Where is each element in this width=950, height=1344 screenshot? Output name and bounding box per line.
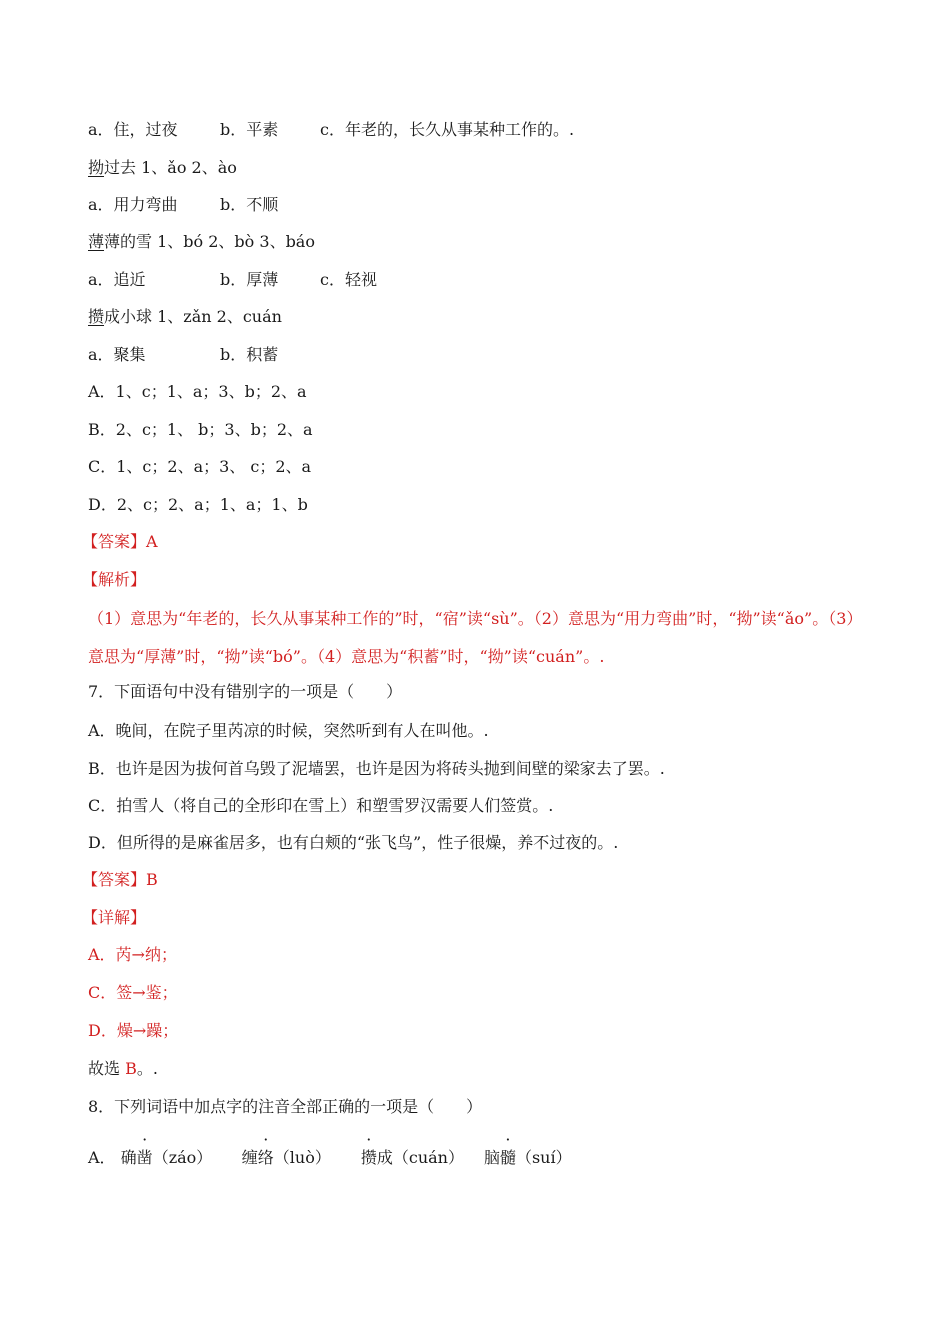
word-char: 缠 [241, 1148, 258, 1167]
q8-word-3 [361, 1146, 479, 1170]
q6-choice-d: D．2、c；2、a；1、a；1、b [88, 495, 308, 514]
q6-word-3 [88, 230, 315, 254]
q6-options-row-4 [88, 343, 278, 367]
answer-label: 【答案】 [82, 532, 147, 551]
underlined-char: 攒 [88, 307, 105, 326]
q7-choice-d: D．但所得的是麻雀居多，也有白颊的“张飞鸟”，性子很燥，养不过夜的。. [88, 833, 619, 852]
option-b: b．平素 [220, 120, 279, 139]
word-char: 成 [376, 1148, 393, 1167]
dotted-char: 髓 [499, 1148, 516, 1167]
q7-detail-label: 【详解】 [82, 908, 147, 927]
q6-choice-b: B．2、c；1、 b；3、b；2、a [88, 420, 313, 439]
option-b: b．厚薄 [220, 270, 279, 289]
q6-choice-a: A．1、c；1、a；3、b；2、a [88, 382, 307, 401]
q8-word-2 [242, 1146, 356, 1170]
option-c: c．年老的，长久从事某种工作的。. [320, 120, 575, 139]
q7-detail-a: A．芮→纳； [88, 945, 177, 964]
q8-word-4 [484, 1146, 572, 1170]
underlined-char: 拗 [88, 158, 105, 177]
q7-stem: 7．下面语句中没有错别字的一项是（ ） [88, 682, 403, 701]
q6-analysis-text: （1）意思为“年老的，长久从事某种工作的”时，“宿”读“sù”。（2）意思为“用力弯曲”时，“拗”读“ǎo”。（3）意思为“厚薄”时，“拗”读“bó”。（4）意思为“积蓄”时，“拗”读“cuán”。. [88, 609, 863, 666]
q7-conclusion [88, 1057, 158, 1081]
q8-stem: 8．下列词语中加点字的注音全部正确的一项是（ ） [88, 1097, 483, 1116]
conclusion-answer: B [125, 1059, 137, 1078]
conclusion-prefix: 故选 [88, 1059, 126, 1078]
q6-options-row-1 [88, 118, 574, 142]
q6-answer [82, 530, 158, 554]
word-rest: 薄的雪 1、bó 2、bò 3、báo [104, 232, 315, 251]
dotted-char: 凿 [136, 1148, 153, 1167]
dotted-char: 攒 [360, 1148, 377, 1167]
option-a: a．追近 [88, 270, 146, 289]
word-rest: 过去 1、ǎo 2、ào [104, 158, 237, 177]
answer-value: A [146, 532, 158, 551]
word-char: 脑 [483, 1148, 500, 1167]
pinyin: （záo） [152, 1148, 213, 1167]
option-c: c．轻视 [320, 270, 377, 289]
q7-choice-c: C．拍雪人（将自己的全形印在雪上）和塑雪罗汉需要人们签赏。. [88, 796, 554, 815]
pinyin: （suí） [515, 1148, 572, 1167]
option-a: a．住，过夜 [88, 120, 178, 139]
q6-choice-c: C．1、c；2、a；3、 c；2、a [88, 457, 312, 476]
option-b: b．不顺 [220, 195, 279, 214]
option-a: a．用力弯曲 [88, 195, 178, 214]
option-label: A． [88, 1148, 116, 1167]
q7-choice-b: B．也许是因为拔何首乌毁了泥墙罢，也许是因为将砖头抛到间壁的梁家去了罢。. [88, 759, 665, 778]
word-rest: 成小球 1、zǎn 2、cuán [104, 307, 282, 326]
q7-answer [82, 868, 158, 892]
q8-option-a [88, 1146, 572, 1170]
pinyin: （luò） [273, 1148, 331, 1167]
q7-detail-d: D．燥→躁； [88, 1021, 179, 1040]
q6-options-row-3 [88, 268, 377, 292]
dotted-char: 络 [257, 1148, 274, 1167]
q6-options-row-2 [88, 193, 278, 217]
underlined-char: 薄 [88, 232, 105, 251]
option-b: b．积蓄 [220, 345, 279, 364]
word-char: 确 [120, 1148, 137, 1167]
q6-word-4 [88, 305, 282, 329]
q6-analysis-label: 【解析】 [82, 570, 147, 589]
q7-choice-a: A．晚间，在院子里芮凉的时候，突然听到有人在叫他。. [88, 721, 489, 740]
q7-detail-c: C．签→鉴； [88, 983, 178, 1002]
q8-word-1 [121, 1146, 237, 1170]
q6-word-2 [88, 156, 237, 180]
conclusion-suffix: 。. [136, 1059, 158, 1078]
answer-value: B [146, 870, 158, 889]
option-a: a．聚集 [88, 345, 146, 364]
pinyin: （cuán） [392, 1148, 464, 1167]
answer-label: 【答案】 [82, 870, 147, 889]
